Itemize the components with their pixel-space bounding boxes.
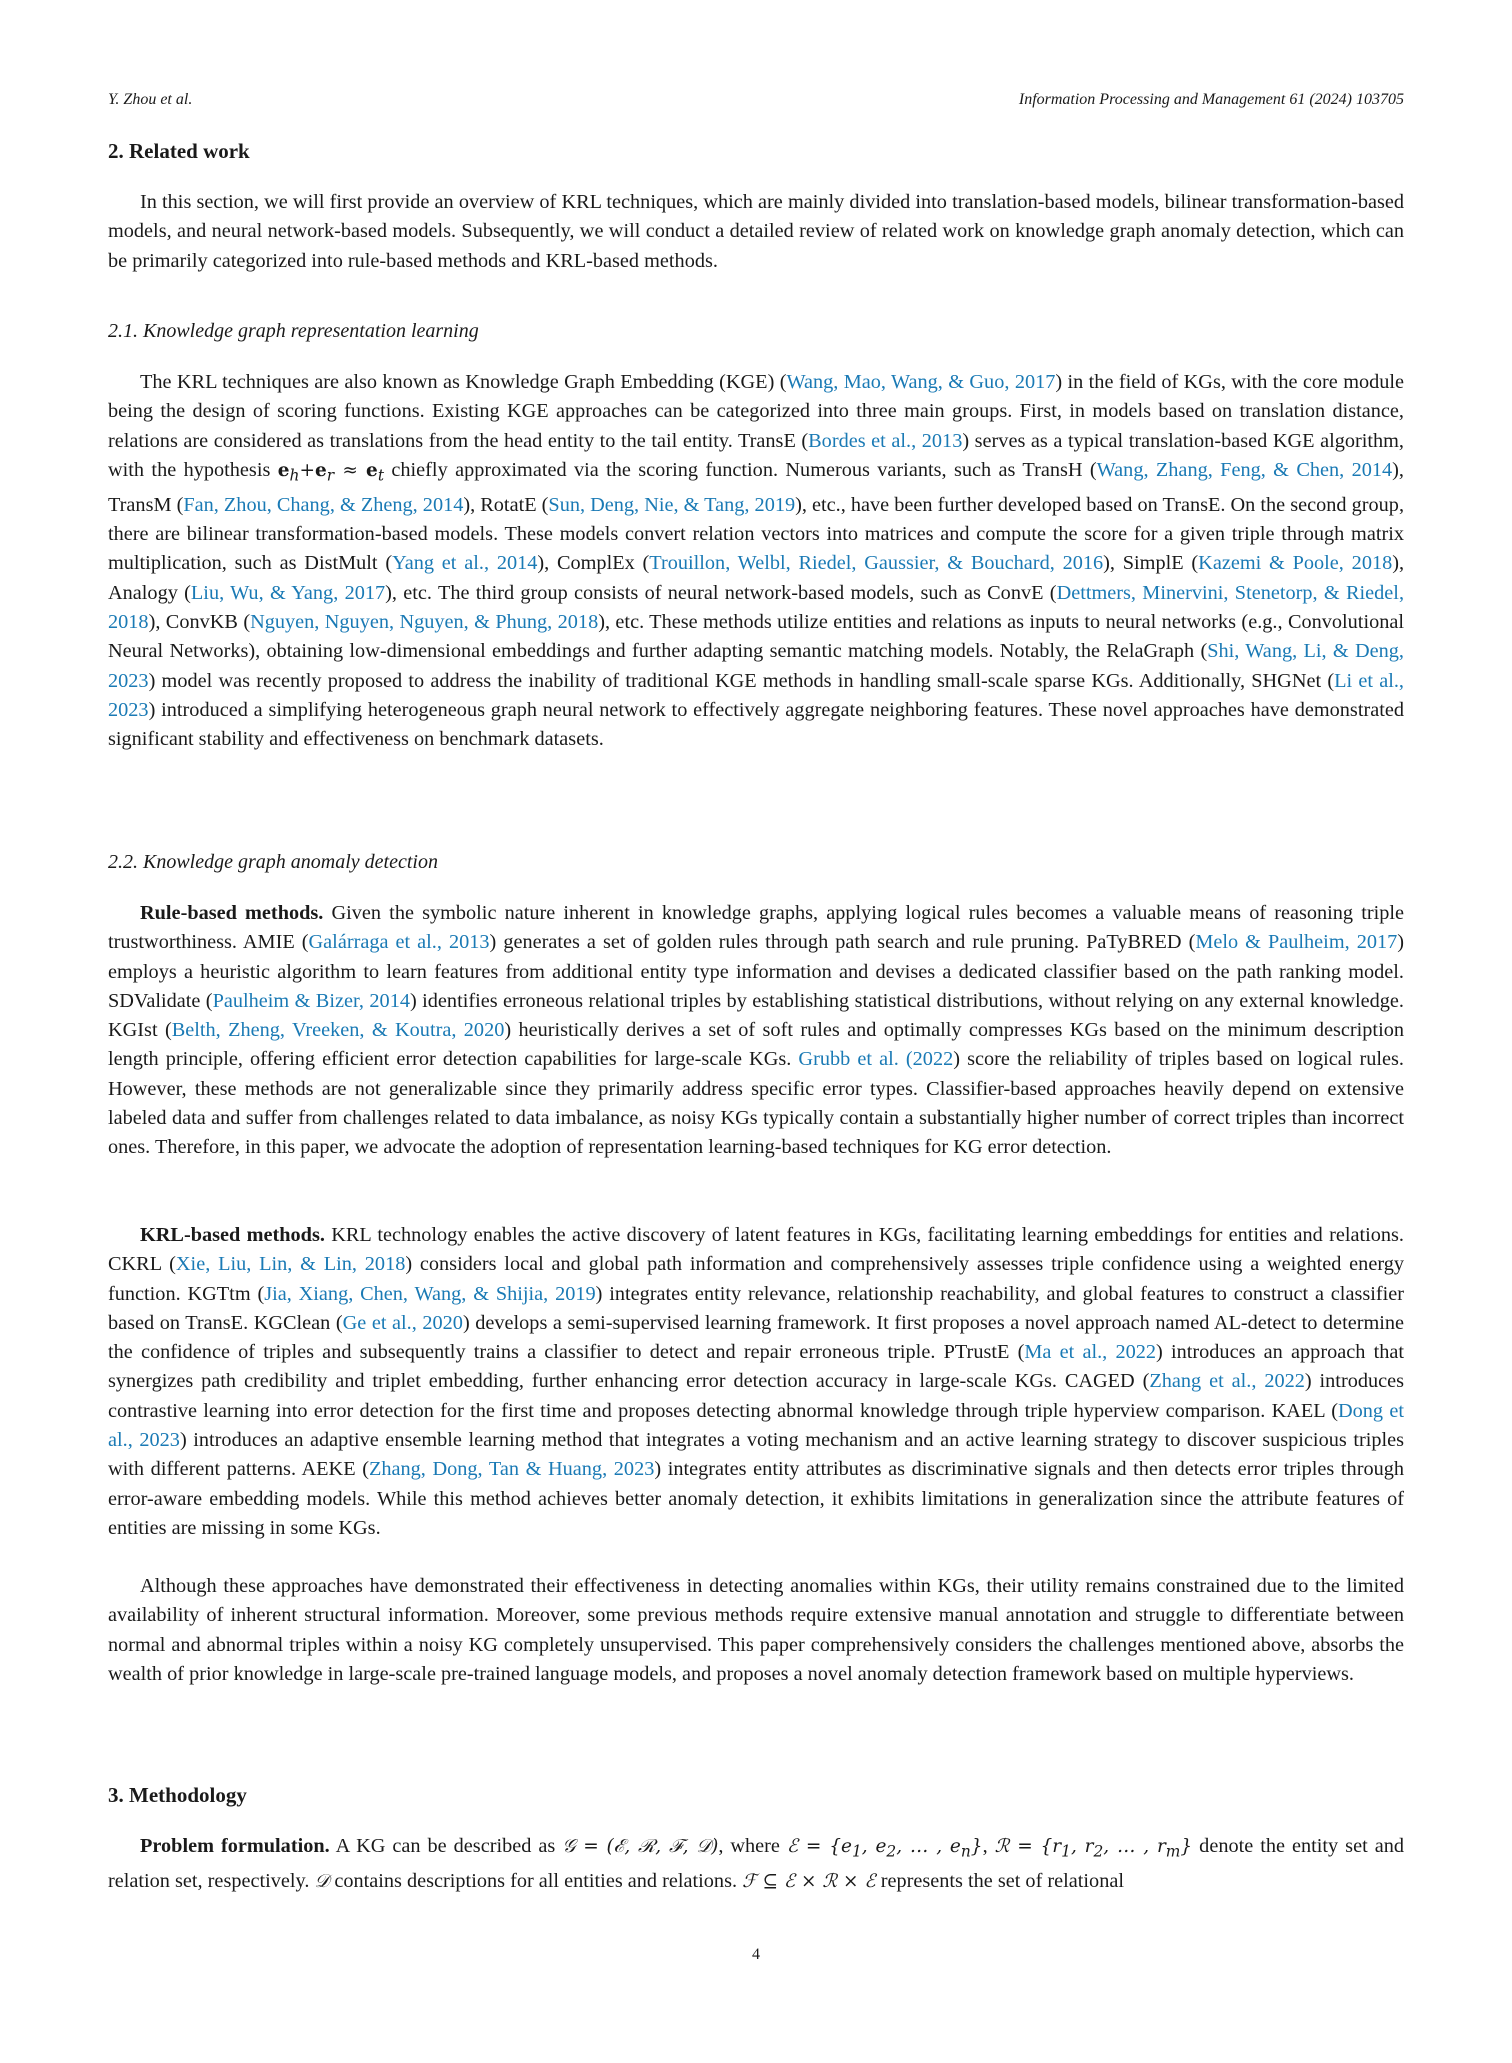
header-journal: Information Processing and Management 61 (2024) 103705	[1018, 91, 1404, 108]
section-2-1-paragraph: The KRL techniques are also known as Knowledge Graph Embedding (KGE) (Wang, Mao, Wang, & Guo, 2017) in the field of KGs, with the core module being the design of scoring functions. Existing KGE approaches can be categorized into three main groups. First, in models based on translation distance, relations are considered as translations from the head entity to the tail entity. TransE (Bordes et al., 2013) serves as a typical translation-based KGE algorithm, with the hypothesis $e_h+e_r \approx e_t$ chiefly approximated via the scoring function. Numerous variants, such as TransH (Wang, Zhang, Feng, & Chen, 2014), TransM (Fan, Zhou, Chang, & Zheng, 2014), RotatE (Sun, Deng, Nie, & Tang, 2019), etc., have been further developed based on TransE. On the second group, there are bilinear transformation-based models. These models convert relation vectors into matrices and compute the score for a given triple through matrix multiplication, such as DistMult (Yang et al., 2014), ComplEx (Trouillon, Welbl, Riedel, Gaussier, & Bouchard, 2016), SimplE (Kazemi & Poole, 2018), Analogy (Liu, Wu, & Yang, 2017), etc. The third group consists of neural network-based models, such as ConvE (Dettmers, Minervini, Stenetorp, & Riedel, 2018), ConvKB (Nguyen, Nguyen, Nguyen, & Phung, 2018), etc. These methods utilize entities and relations as inputs to neural networks (e.g., Convolutional Neural Networks), obtaining low-dimensional embeddings and further adapting semantic matching models. Notably, the RelaGraph (Shi, Wang, Li, & Deng, 2023) model was recently proposed to address the inability of traditional KGE methods in handling small-scale sparse KGs. Additionally, SHGNet (Li et al., 2023) introduced a simplifying heterogeneous graph neural network to effectively aggregate neighboring features. These novel approaches have demonstrated significant stability and effectiveness on benchmark datasets.	[108, 371, 1405, 751]
citation-link[interactable]: Nguyen, Nguyen, Nguyen, & Phung, 2018	[250, 611, 599, 634]
header-authors: Y. Zhou et al.	[108, 91, 193, 108]
citation-link[interactable]: Belth, Zheng, Vreeken, & Koutra, 2020	[171, 1019, 505, 1042]
closing-paragraph: Although these approaches have demonstrated their effectiveness in detecting anomalies within KGs, their utility remains constrained due to the limited availability of inherent structural information. Moreover, some previous methods require extensive manual annotation and struggle to differentiate between normal and abnormal triples within a noisy KG completely unsupervised. This paper comprehensively considers the challenges mentioned above, absorbs the wealth of prior knowledge in large-scale pre-trained language models, and proposes a novel anomaly detection framework based on multiple hyperviews.	[108, 1575, 1404, 1685]
citation-link[interactable]: Bordes et al., 2013	[808, 429, 963, 452]
citation-link[interactable]: Paulheim & Bizer, 2014	[212, 989, 410, 1012]
section-3-title: 3. Methodology	[108, 1783, 247, 1807]
citation-link[interactable]: Sun, Deng, Nie, & Tang, 2019	[548, 493, 796, 516]
section-2-2-title: 2.2. Knowledge graph anomaly detection	[108, 851, 438, 873]
section-2-title: 2. Related work	[108, 139, 250, 163]
citation-link[interactable]: Fan, Zhou, Chang, & Zheng, 2014	[183, 493, 464, 516]
citation-link[interactable]: Ma et al., 2022	[1024, 1341, 1157, 1364]
problem-formulation-paragraph: Problem formulation. A KG can be described as 𝒢 = (ℰ, ℛ, ℱ, 𝒟), where ℰ = {$e_1$, $e_2$, … , $e_n$}, ℛ = {$r_1$, $r_2$, … , $r_m$} denote the entity set and relation set, respectively. 𝒟 contains descriptions for all entities and relations. ℱ ⊆ ℰ × ℛ × ℰ represents the set of relational	[108, 1835, 1404, 1892]
citation-link[interactable]: Wang, Zhang, Feng, & Chen, 2014	[1096, 458, 1393, 481]
citation-link[interactable]: Liu, Wu, & Yang, 2017	[190, 581, 386, 604]
rule-based-paragraph: Rule-based methods. Given the symbolic nature inherent in knowledge graphs, applying logical rules becomes a valuable means of reasoning triple trustworthiness. AMIE (Galárraga et al., 2013) generates a set of golden rules through path search and rule pruning. PaTyBRED (Melo & Paulheim, 2017) employs a heuristic algorithm to learn features from additional entity type information and devises a dedicated classifier based on the path ranking model. SDValidate (Paulheim & Bizer, 2014) identifies erroneous relational triples by establishing statistical distributions, without relying on any external knowledge. KGIst (Belth, Zheng, Vreeken, & Koutra, 2020) heuristically derives a set of soft rules and optimally compresses KGs based on the minimum description length principle, offering efficient error detection capabilities for large-scale KGs. Grubb et al. (2022) score the reliability of triples based on logical rules. However, these methods are not generalizable since they primarily address specific error types. Classifier-based approaches heavily depend on extensive labeled data and suffer from challenges related to data imbalance, as noisy KGs typically contain a substantially higher number of correct triples than incorrect ones. Therefore, in this paper, we advocate the adoption of representation learning-based techniques for KG error detection.	[108, 902, 1405, 1159]
triple-set-formula: ℱ ⊆ ℰ × ℛ × ℰ	[742, 1870, 876, 1892]
entity-set-formula: ℰ = {$e_1$, $e_2$, … , $e_n$}	[786, 1836, 983, 1861]
citation-link[interactable]: Jia, Xiang, Chen, Wang, & Shijia, 2019	[264, 1282, 596, 1305]
citation-link[interactable]: Dong et al., 2023	[108, 1399, 1404, 1452]
section-2-1-title: 2.1. Knowledge graph representation learning	[108, 320, 479, 342]
description-set-symbol: 𝒟	[314, 1870, 330, 1892]
rule-based-lead: Rule-based methods.	[140, 902, 324, 924]
krl-based-lead: KRL-based methods.	[140, 1224, 325, 1246]
running-header	[108, 91, 1404, 115]
citation-link[interactable]: Kazemi & Poole, 2018	[1198, 552, 1393, 575]
citation-link[interactable]: Zhang, Dong, Tan & Huang, 2023	[368, 1458, 655, 1481]
citation-link[interactable]: Dettmers, Minervini, Stenetorp, & Riedel, 2018	[108, 581, 1405, 634]
citation-link[interactable]: Li et al., 2023	[108, 669, 1404, 721]
krl-based-paragraph: KRL-based methods. KRL technology enables the active discovery of latent features in KGs, facilitating learning embeddings for entities and relations. CKRL (Xie, Liu, Lin, & Lin, 2018) considers local and global path information and comprehensively assesses triple confidence using a weighted energy function. KGTtm (Jia, Xiang, Chen, Wang, & Shijia, 2019) integrates entity relevance, relationship reachability, and global features to construct a classifier based on TransE. KGClean (Ge et al., 2020) develops a semi-supervised learning framework. It first proposes a novel approach named AL-detect to determine the confidence of triples and subsequently trains a classifier to detect and repair erroneous triple. PTrustE (Ma et al., 2022) introduces an approach that synergizes path credibility and triplet embedding, further enhancing error detection accuracy in large-scale KGs. CAGED (Zhang et al., 2022) introduces contrastive learning into error detection for the first time and proposes detecting abnormal knowledge through triple hyperview comparison. KAEL (Dong et al., 2023) introduces an adaptive ensemble learning method that integrates a voting mechanism and an active learning strategy to discover suspicious triples with different patterns. AEKE (Zhang, Dong, Tan & Huang, 2023) integrates entity attributes as discriminative signals and then detects error triples through error-aware embedding models. While this method achieves better anomaly detection, it exhibits limitations in generalization since the attribute features of entities are missing in some KGs.	[108, 1224, 1405, 1539]
page-number: 4	[752, 1946, 760, 1963]
problem-formulation-lead: Problem formulation.	[140, 1835, 330, 1857]
citation-link[interactable]: Shi, Wang, Li, & Deng, 2023	[108, 640, 1404, 692]
section-2-intro: In this section, we will first provide an overview of KRL techniques, which are mainly divided into translation-based models, bilinear transformation-based models, and neural network-based models. Subsequently, we will conduct a detailed review of related work on knowledge graph anomaly detection, which can be primarily categorized into rule-based methods and KRL-based methods.	[108, 191, 1404, 272]
citation-link[interactable]: Grubb et al. (2022	[798, 1048, 954, 1071]
kg-definition-formula: 𝒢 = (ℰ, ℛ, ℱ, 𝒟)	[562, 1836, 719, 1857]
citation-link[interactable]: Trouillon, Welbl, Riedel, Gaussier, & Bouchard, 2016	[649, 552, 1104, 575]
citation-link[interactable]: Zhang et al., 2022	[1149, 1370, 1305, 1393]
citation-link[interactable]: Xie, Liu, Lin, & Lin, 2018	[175, 1253, 406, 1276]
citation-link[interactable]: Ge et al., 2020	[342, 1311, 463, 1334]
citation-link[interactable]: Yang et al., 2014	[392, 552, 538, 575]
citation-link[interactable]: Galárraga et al., 2013	[308, 931, 490, 954]
relation-set-formula: ℛ = {$r_1$, $r_2$, … , $r_m$}	[994, 1836, 1193, 1861]
translation-hypothesis-formula: $e_h+e_r \approx e_t$	[277, 459, 385, 485]
citation-link[interactable]: Melo & Paulheim, 2017	[1195, 931, 1398, 954]
citation-link[interactable]: Wang, Mao, Wang, & Guo, 2017	[786, 371, 1056, 393]
